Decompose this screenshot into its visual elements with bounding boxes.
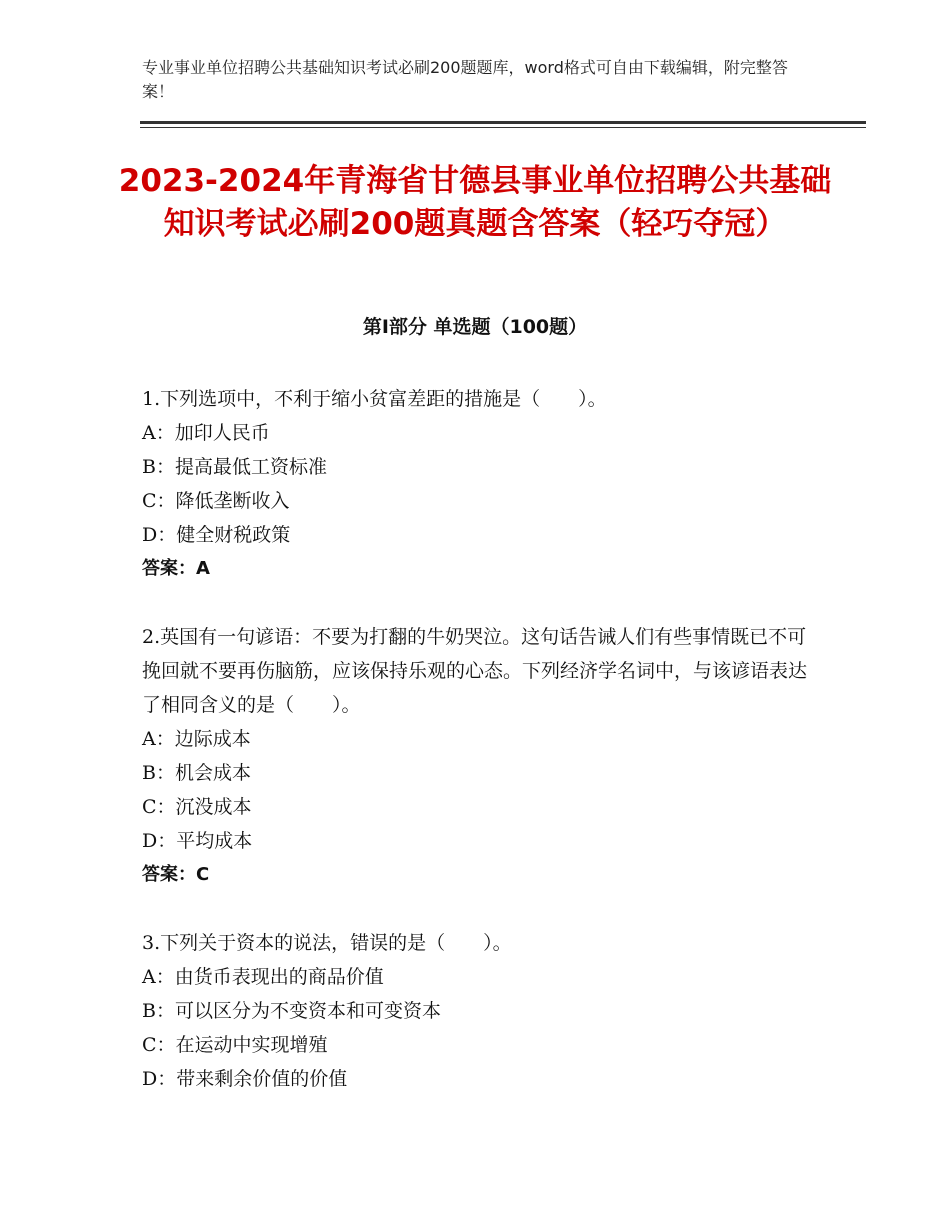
option-c: C：降低垄断收入	[142, 490, 290, 512]
option-b: B：机会成本	[142, 762, 251, 784]
section-heading: 第Ⅰ部分 单选题（100题）	[362, 316, 588, 338]
option-a: A：边际成本	[142, 728, 251, 750]
option-a: A：加印人民币	[142, 422, 270, 444]
question-1	[142, 382, 812, 586]
option-d: D：健全财税政策	[142, 524, 291, 546]
question-stem: 2.英国有一句谚语：不要为打翻的牛奶哭泣。这句话告诫人们有些事情既已不可挽回就不要再伤脑筋，应该保持乐观的心态。下列经济学名词中，与该谚语表达了相同含义的是（ ）。	[142, 626, 808, 716]
question-list	[142, 382, 812, 1130]
option-b: B：提高最低工资标准	[142, 456, 327, 478]
option-d: D：平均成本	[142, 830, 253, 852]
question-3	[142, 926, 812, 1096]
answer-label: 答案：A	[142, 558, 210, 579]
answer-label: 答案：C	[142, 864, 210, 885]
option-d: D：带来剩余价值的价值	[142, 1068, 348, 1090]
option-c: C：在运动中实现增殖	[142, 1034, 328, 1056]
option-c: C：沉没成本	[142, 796, 252, 818]
header-note: 专业事业单位招聘公共基础知识考试必刷200题题库，word格式可自由下载编辑，附完整答案！	[142, 58, 788, 101]
question-2	[142, 620, 812, 892]
option-a: A：由货币表现出的商品价值	[142, 966, 384, 988]
header-rule-thin	[140, 127, 866, 128]
header-rule-thick	[140, 121, 866, 124]
question-stem: 3.下列关于资本的说法，错误的是（ ）。	[142, 932, 512, 954]
document-title: 2023-2024年青海省甘德县事业单位招聘公共基础知识考试必刷200题真题含答案（轻巧夺冠）	[118, 163, 832, 242]
question-stem: 1.下列选项中，不利于缩小贫富差距的措施是（ ）。	[142, 388, 607, 410]
option-b: B：可以区分为不变资本和可变资本	[142, 1000, 441, 1022]
